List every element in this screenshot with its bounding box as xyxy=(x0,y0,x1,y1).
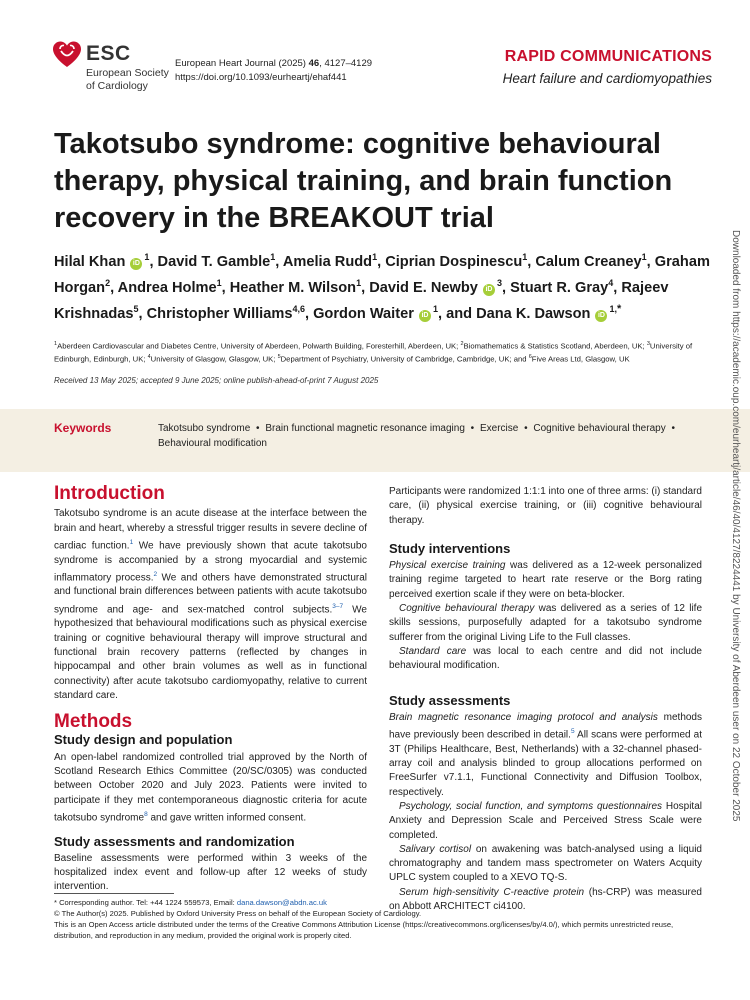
cortisol-text: on awakening was batch-analysed using a liquid chromatography and tandem mass spectrometer on Waters Acquity UPLC system coupled to a XEVO TQ-S. xyxy=(389,843,702,884)
download-note: Downloaded from https://academic.oup.com/eurheartj/article/46/40/4127/8224441 by University of Aberdeen user on 22 October 2025 xyxy=(730,230,741,822)
keywords-list xyxy=(158,421,688,451)
corresponding-mark: * xyxy=(617,302,622,315)
email-link[interactable]: dana.dawson@abdn.ac.uk xyxy=(236,898,327,907)
intro-text-1: Takotsubo syndrome is an acute disease at the interface between the brain and heart, whereby a stressful trigger results in severe decline of cardiac function. xyxy=(54,508,367,552)
crp-label: Serum high-sensitivity C-reactive protein xyxy=(399,886,585,898)
cortisol-label: Salivary cortisol xyxy=(399,843,472,855)
randomization-heading: Study assessments and randomization xyxy=(54,833,295,849)
author-affiliation-number: 1 xyxy=(372,252,378,262)
affiliation-text: Five Areas Ltd, Glasgow, UK xyxy=(531,354,630,364)
esc-logo xyxy=(52,40,169,94)
author-affiliation-number: 1 xyxy=(522,252,528,262)
received-dates: Received 13 May 2025; accepted 9 June 2025; online publish-ahead-of-print 7 August 2025 xyxy=(54,376,379,385)
affiliation-number: 3 xyxy=(646,341,650,347)
sc-label: Standard care xyxy=(399,645,467,657)
affiliation-text: Department of Psychiatry, University of Cambridge, Cambridge, UK; and xyxy=(280,354,529,364)
author-name: Amelia Rudd xyxy=(282,253,373,270)
corresponding-author xyxy=(54,897,704,908)
affiliation-text: University of Glasgow, Glasgow, UK; xyxy=(150,354,278,364)
copyright: © The Author(s) 2025. Published by Oxford University Press on behalf of the European Society of Cardiology. xyxy=(54,909,422,918)
intro-paragraph xyxy=(54,507,367,703)
esc-heart-icon xyxy=(52,40,82,70)
logo-abbr: ESC xyxy=(86,42,131,65)
author-affiliation-number: 1 xyxy=(641,252,647,262)
cbt-paragraph xyxy=(389,602,702,645)
footnotes xyxy=(54,897,704,941)
author-affiliation-number: 2 xyxy=(105,277,111,288)
design-text-2: and gave written informed consent. xyxy=(147,812,307,824)
author-name: Gordon Waiter xyxy=(313,305,414,322)
orcid-icon[interactable]: iD xyxy=(130,258,142,270)
author-affiliation-number: 1 xyxy=(216,277,222,288)
keyword[interactable]: Takotsubo syndrome xyxy=(158,423,251,434)
pe-text: was delivered as a 12-week personalized training regime targeted to heart rate reserve or the Borg rating perceived exertion scale if they were on beta-blocker. xyxy=(389,560,702,600)
interventions-heading: Study interventions xyxy=(389,540,511,556)
ref-2[interactable]: 2 xyxy=(153,570,158,578)
cbt-text: was delivered as a series of 12 life skills sessions, purposefully adapted for a takotsubo syndrome sufferer from the original Living Life to the Full classes. xyxy=(389,603,703,643)
affiliation-text: Aberdeen Cardiovascular and Diabetes Centre, University of Aberdeen, Polwarth Building, Foresterhill, Aberdeen, UK; xyxy=(57,341,461,351)
design-text-1: An open-label randomized controlled trial approved by the North of Scotland Research Ethics Committee (20/SC/0305) was conducted between October 2020 and July 2023. Patients were invited to participate if they met contemporaneous diagnostic criteria for acute takotsubo syndrome xyxy=(54,751,367,824)
keyword-separator: • xyxy=(467,423,477,434)
keyword[interactable]: Exercise xyxy=(479,423,519,434)
author-name: David T. Gamble xyxy=(157,253,271,270)
corr-prefix: * Corresponding author. Tel: +44 1224 559573, Email: xyxy=(54,898,237,907)
author-name: Hilal Khan xyxy=(54,253,126,270)
article-title: Takotsubo syndrome: cognitive behavioural therapy, physical training, and brain function recovery in the BREAKOUT trial xyxy=(54,128,673,234)
orcid-icon[interactable]: iD xyxy=(483,284,495,296)
logo-line2: of Cardiology xyxy=(86,80,148,92)
author-name: Ciprian Dospinescu xyxy=(385,253,523,270)
author-name: Dana K. Dawson xyxy=(476,305,591,322)
sc-text: was local to each centre and did not include behavioural modification. xyxy=(389,645,702,672)
crp-text: (hs-CRP) was measured on Abbott ARCHITECT ci4100. xyxy=(389,886,702,913)
author-affiliation-number: 1 xyxy=(270,252,276,262)
journal-name: European Heart Journal (2025) xyxy=(175,58,309,69)
affiliation-text: Biomathematics & Statistics Scotland, Aberdeen, UK; xyxy=(463,341,647,351)
keyword[interactable]: Brain functional magnetic resonance imaging xyxy=(265,423,465,434)
keywords-label: Keywords xyxy=(54,421,112,435)
license: This is an Open Access article distributed under the terms of the Creative Commons Attribution License (https://creativecommons.org/licenses/by/4.0/), which permits unrestricted reuse, distribution, and reproduction in any medium, provided the original work is properly cited. xyxy=(54,920,674,940)
author-name: David E. Newby xyxy=(369,279,478,296)
ref-8[interactable]: 8 xyxy=(144,810,148,818)
assessments-heading: Study assessments xyxy=(389,692,511,708)
pe-label: Physical exercise training xyxy=(389,560,506,572)
affiliation-text: University of Edinburgh, Edinburgh, UK; xyxy=(54,341,693,364)
logo-line1: European Society xyxy=(86,67,169,79)
pe-paragraph xyxy=(389,559,702,602)
design-heading: Study design and population xyxy=(54,732,233,748)
author-affiliation-number: 3 xyxy=(496,277,502,288)
keyword-separator: • xyxy=(253,423,263,434)
author-affiliation-number: 1 xyxy=(432,303,438,314)
keyword-separator: • xyxy=(668,423,675,434)
affiliations xyxy=(54,339,704,364)
journal-pages: , 4127–4129 xyxy=(319,58,373,69)
affiliation-number: 2 xyxy=(460,341,464,347)
affiliation-number: 4 xyxy=(147,353,151,360)
cortisol-paragraph xyxy=(389,843,702,886)
affiliation-number: 1 xyxy=(54,341,58,347)
author-name: Christopher Williams xyxy=(146,305,293,322)
journal-volume: 46 xyxy=(308,58,320,69)
author-name: Calum Creaney xyxy=(535,253,642,270)
author-name: Stuart R. Gray xyxy=(510,279,609,296)
right-column xyxy=(389,485,702,914)
psy-paragraph xyxy=(389,800,702,843)
left-column xyxy=(54,483,368,895)
orcid-icon[interactable]: iD xyxy=(595,310,607,322)
randomization-continued: Participants were randomized 1:1:1 into one of three arms: (i) standard care, (ii) physical exercise training, or (iii) cognitive behavioural therapy. xyxy=(389,486,702,526)
affiliation-number: 6 xyxy=(528,353,532,360)
download-sidebar xyxy=(729,230,743,990)
keyword-separator: • xyxy=(521,423,531,434)
mri-text-1: methods have previously been described in detail. xyxy=(389,711,702,741)
affiliation-number: 5 xyxy=(277,353,281,360)
author-affiliation-number: 5 xyxy=(133,303,139,314)
ref-3-7[interactable]: 3–7 xyxy=(332,602,344,610)
methods-heading: Methods xyxy=(54,711,133,733)
article-subcategory: Heart failure and cardiomyopathies xyxy=(502,71,712,86)
author-affiliation-number: 1, xyxy=(609,303,617,314)
journal-citation xyxy=(175,57,372,85)
intro-text-3: We and others have demonstrated structural and functional brain differences between patients with acute takotsubo syndrome and age- and sex-matched control subjects. xyxy=(54,572,368,616)
author-affiliation-number: 1 xyxy=(144,252,150,262)
author-name: Heather M. Wilson xyxy=(229,279,357,296)
author-name: Andrea Holme xyxy=(117,279,217,296)
keyword[interactable]: Cognitive behavioural therapy xyxy=(533,423,666,434)
author-list: Hilal Khan $iD^1$, David T. Gamble$^1$, Amelia Rudd$^1$, Ciprian Dospinescu$^1$, Calum Creaney$^1$, Graham Horgan$^2$, Andrea Holme$^1$, Heather M. Wilson$^1$, David E. Newby $iD^3$, Stuart R. Gray$^4$, Rajeev Krishnadas$^5$, Christopher Williams$^{4,6}$, Gordon Waiter $iD^1$, and Dana K. Dawson $iD^{1,*}$ xyxy=(54,252,710,322)
intro-heading: Introduction xyxy=(54,483,165,504)
author-name: Rajeev Krishnadas xyxy=(54,279,669,322)
mri-label: Brain magnetic resonance imaging protocol and analysis xyxy=(389,711,658,723)
footnote-rule xyxy=(54,893,174,894)
mri-paragraph xyxy=(389,711,702,800)
mri-text-2: All scans were performed at 3T (Philips Healthcare, Best, Netherlands) with a 32-channel phased-array coil and analysis blinded to group allocations performed on FreeSurfer v7.1.1, Functional Connectivity and Diffusion Toolbox, respectively. xyxy=(389,729,702,798)
author-name: Graham Horgan xyxy=(54,253,710,296)
sc-paragraph xyxy=(389,645,702,674)
doi-link[interactable]: https://doi.org/10.1093/eurheartj/ehaf441 xyxy=(175,72,347,83)
intro-text-4: We hypothesized that behavioural modifications such as physical exercise training or cognitive behavioural therapy will improve structural and functional brain recovery patterns (reflected by changes in hippocampal and other brain volumes as well as in functional connectivity) after acute takotsubo cardiomyopathy, relative to current standard care. xyxy=(54,604,367,701)
article-category: RAPID COMMUNICATIONS xyxy=(504,48,712,65)
keyword[interactable]: Behavioural modification xyxy=(158,438,267,449)
intro-text-2: We have previously shown that acute takotsubo syndrome is accompanied by a strong myocardial and systemic inflammatory process. xyxy=(54,540,367,584)
design-paragraph xyxy=(54,751,367,826)
author-affiliation-number: 1 xyxy=(356,277,362,288)
author-affiliation-number: 4 xyxy=(608,277,614,288)
orcid-icon[interactable]: iD xyxy=(419,310,431,322)
ref-5[interactable]: 5 xyxy=(570,728,575,736)
ref-1[interactable]: 1 xyxy=(129,538,134,546)
randomization-paragraph: Baseline assessments were performed within 3 weeks of the hospitalized index event and follow-up after 12 weeks of study intervention. xyxy=(54,852,367,893)
psy-label: Psychology, social function, and symptoms questionnaires xyxy=(399,800,663,812)
psy-text: Hospital Anxiety and Depression Scale and Perceived Stress Scale were completed. xyxy=(389,800,702,841)
author-affiliation-number: 4,6 xyxy=(292,303,305,314)
cbt-label: Cognitive behavioural therapy xyxy=(399,603,535,615)
